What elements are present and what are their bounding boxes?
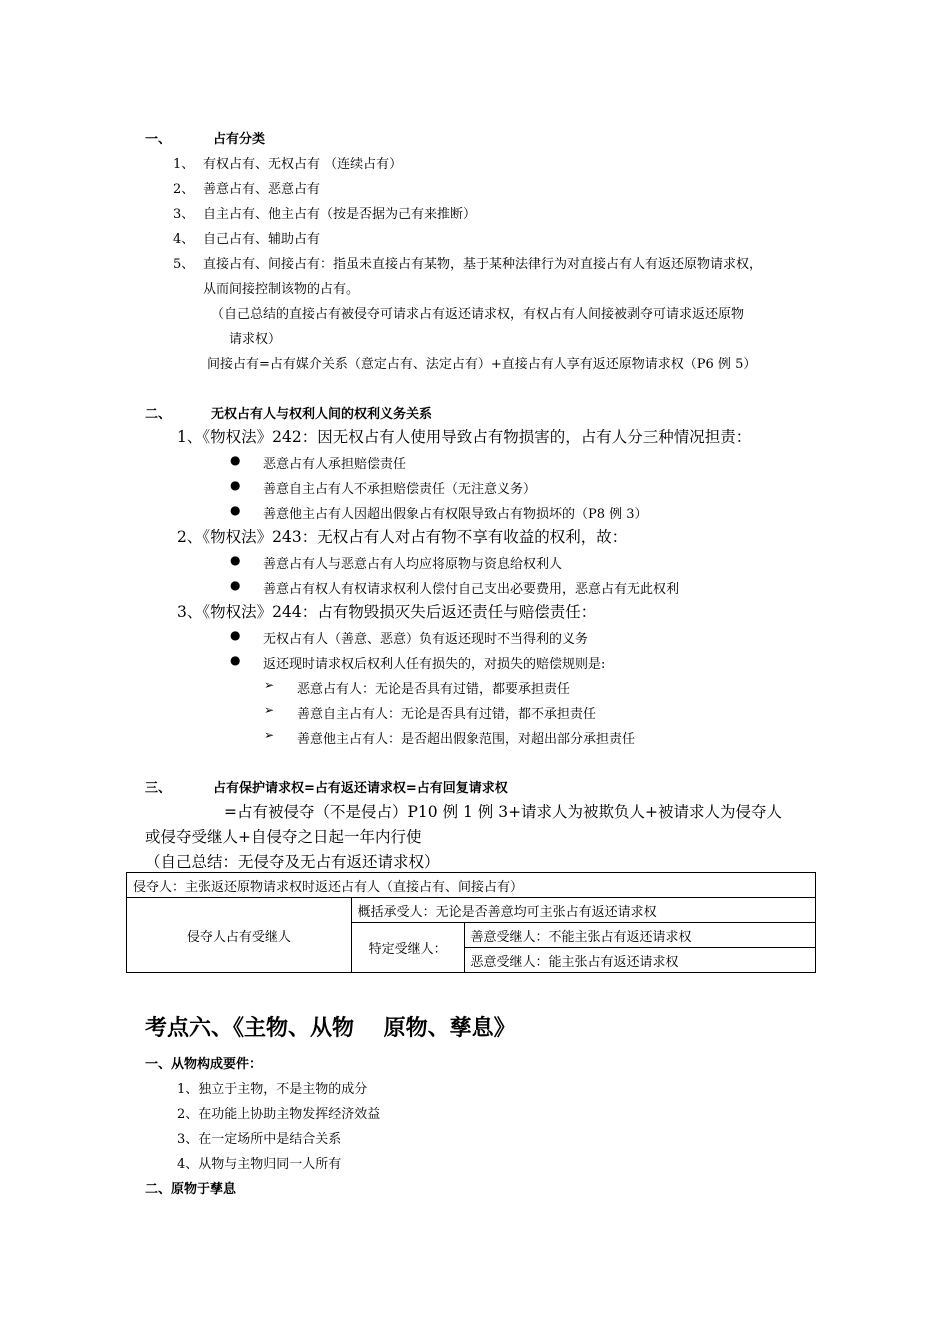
s1-item-5-continuation: 从而间接控制该物的占有。 [203, 282, 360, 297]
s1-item-4-text: 自己占有、辅助占有 [203, 232, 321, 247]
bullet-icon: ● [230, 478, 241, 492]
s2-p3-bullet-2: 返还现时请求权后权利人任有损失的，对损失的赔偿规则是: [263, 657, 606, 672]
s2-point-1: 1、《物权法》242：因无权占有人使用导致占有物损害的，占有人分三种情况担责： [177, 428, 752, 446]
s2-p1-bullet-3: 善意他主占有人因超出假象占有权限导致占有物损坏的（P8 例 3） [263, 507, 648, 522]
s1-note-1-continuation: 请求权） [229, 332, 282, 347]
bullet-icon: ● [230, 653, 241, 667]
table-specific-successor-cell: 特定受继人： [351, 923, 464, 973]
table-bad-faith-cell: 恶意受继人：能主张占有返还请求权 [464, 948, 815, 973]
section-k6-title: 考点六、《主物、从物 原物、孳息》 [145, 1015, 516, 1041]
s2-p3-sub-1: 恶意占有人：无论是否具有过错，都要承担责任 [297, 682, 571, 697]
s1-item-3-text: 自主占有、他主占有（按是否据为己有来推断） [203, 207, 477, 222]
s2-point-3: 3、《物权法》244：占有物毁损灭失后返还责任与赔偿责任： [177, 603, 597, 621]
k6-heading-2: 二、原物于孳息 [145, 1182, 237, 1197]
section-3-title: 占有保护请求权=占有返还请求权=占有回复请求权 [213, 781, 508, 796]
s1-item-2-num: 2、 [173, 182, 195, 197]
arrow-bullet-icon: ➢ [264, 678, 275, 692]
bullet-icon: ● [230, 628, 241, 642]
table-left-cell: 侵夺人占有受继人 [127, 898, 352, 973]
k6-item-4: 4、从物与主物归同一人所有 [177, 1157, 342, 1172]
k6-heading-1: 一、从物构成要件： [145, 1057, 263, 1072]
s2-p2-bullet-1: 善意占有人与恶意占有人均应将原物与资息给权利人 [263, 557, 563, 572]
s2-point-2: 2、《物权法》243：无权占有人对占有物不享有收益的权利，故： [177, 528, 628, 546]
s1-item-1-text: 有权占有、无权占有 （连续占有） [203, 157, 403, 172]
section-2-title: 无权占有人与权利人间的权利义务关系 [211, 407, 433, 422]
s2-p2-bullet-2: 善意占有权人有权请求权利人偿付自己支出必要费用，恶意占有无此权利 [263, 582, 680, 597]
bullet-icon: ● [230, 453, 241, 467]
s1-note-2: 间接占有=占有媒介关系（意定占有、法定占有）+直接占有人享有返还原物请求权（P6 例 5） [207, 357, 757, 372]
s3-line-2: 或侵夺受继人+自侵夺之日起一年内行使 [145, 828, 422, 846]
s1-item-3-num: 3、 [173, 207, 195, 222]
bullet-icon: ● [230, 553, 241, 567]
s3-line-3: （自己总结：无侵夺及无占有返还请求权） [145, 853, 440, 871]
bullet-icon: ● [230, 503, 241, 517]
section-3-number: 三、 [145, 781, 172, 796]
table-good-faith-cell: 善意受继人：不能主张占有返还请求权 [464, 923, 815, 948]
s2-p1-bullet-2: 善意自主占有人不承担赔偿责任（无注意义务） [263, 482, 537, 497]
s1-item-1-num: 1、 [173, 157, 195, 172]
s2-p3-sub-3: 善意他主占有人：是否超出假象范围，对超出部分承担责任 [297, 732, 636, 747]
arrow-bullet-icon: ➢ [264, 703, 275, 717]
table-general-successor-cell: 概括承受人：无论是否善意均可主张占有返还请求权 [351, 898, 815, 923]
s2-p1-bullet-1: 恶意占有人承担赔偿责任 [263, 457, 407, 472]
section-1-title: 占有分类 [213, 132, 266, 147]
s2-p3-sub-2: 善意自主占有人：无论是否具有过错，都不承担责任 [297, 707, 597, 722]
s1-item-5-text: 直接占有、间接占有：指虽未直接占有某物，基于某种法律行为对直接占有人有返还原物请求权， [203, 257, 763, 272]
s3-line-1: =占有被侵夺（不是侵占）P10 例 1 例 3+请求人为被欺负人+被请求人为侵夺人 [224, 803, 783, 821]
section-2-number: 二、 [145, 407, 172, 422]
section-1-number: 一、 [145, 132, 172, 147]
bullet-icon: ● [230, 578, 241, 592]
arrow-bullet-icon: ➢ [264, 728, 275, 742]
table-header-cell: 侵夺人：主张返还原物请求权时返还占有人（直接占有、间接占有） [127, 873, 816, 898]
k6-item-3: 3、在一定场所中是结合关系 [177, 1132, 342, 1147]
s2-p3-bullet-1: 无权占有人（善意、恶意）负有返还现时不当得利的义务 [263, 632, 589, 647]
k6-item-1: 1、独立于主物，不是主物的成分 [177, 1082, 368, 1097]
successor-table [126, 872, 816, 973]
s1-item-4-num: 4、 [173, 232, 195, 247]
s1-item-5-num: 5、 [173, 257, 195, 272]
s1-item-2-text: 善意占有、恶意占有 [203, 182, 321, 197]
k6-item-2: 2、在功能上协助主物发挥经济效益 [177, 1107, 381, 1122]
s1-note-1: （自己总结的直接占有被侵夺可请求占有返还请求权，有权占有人间接被剥夺可请求返还原物 [211, 307, 745, 322]
